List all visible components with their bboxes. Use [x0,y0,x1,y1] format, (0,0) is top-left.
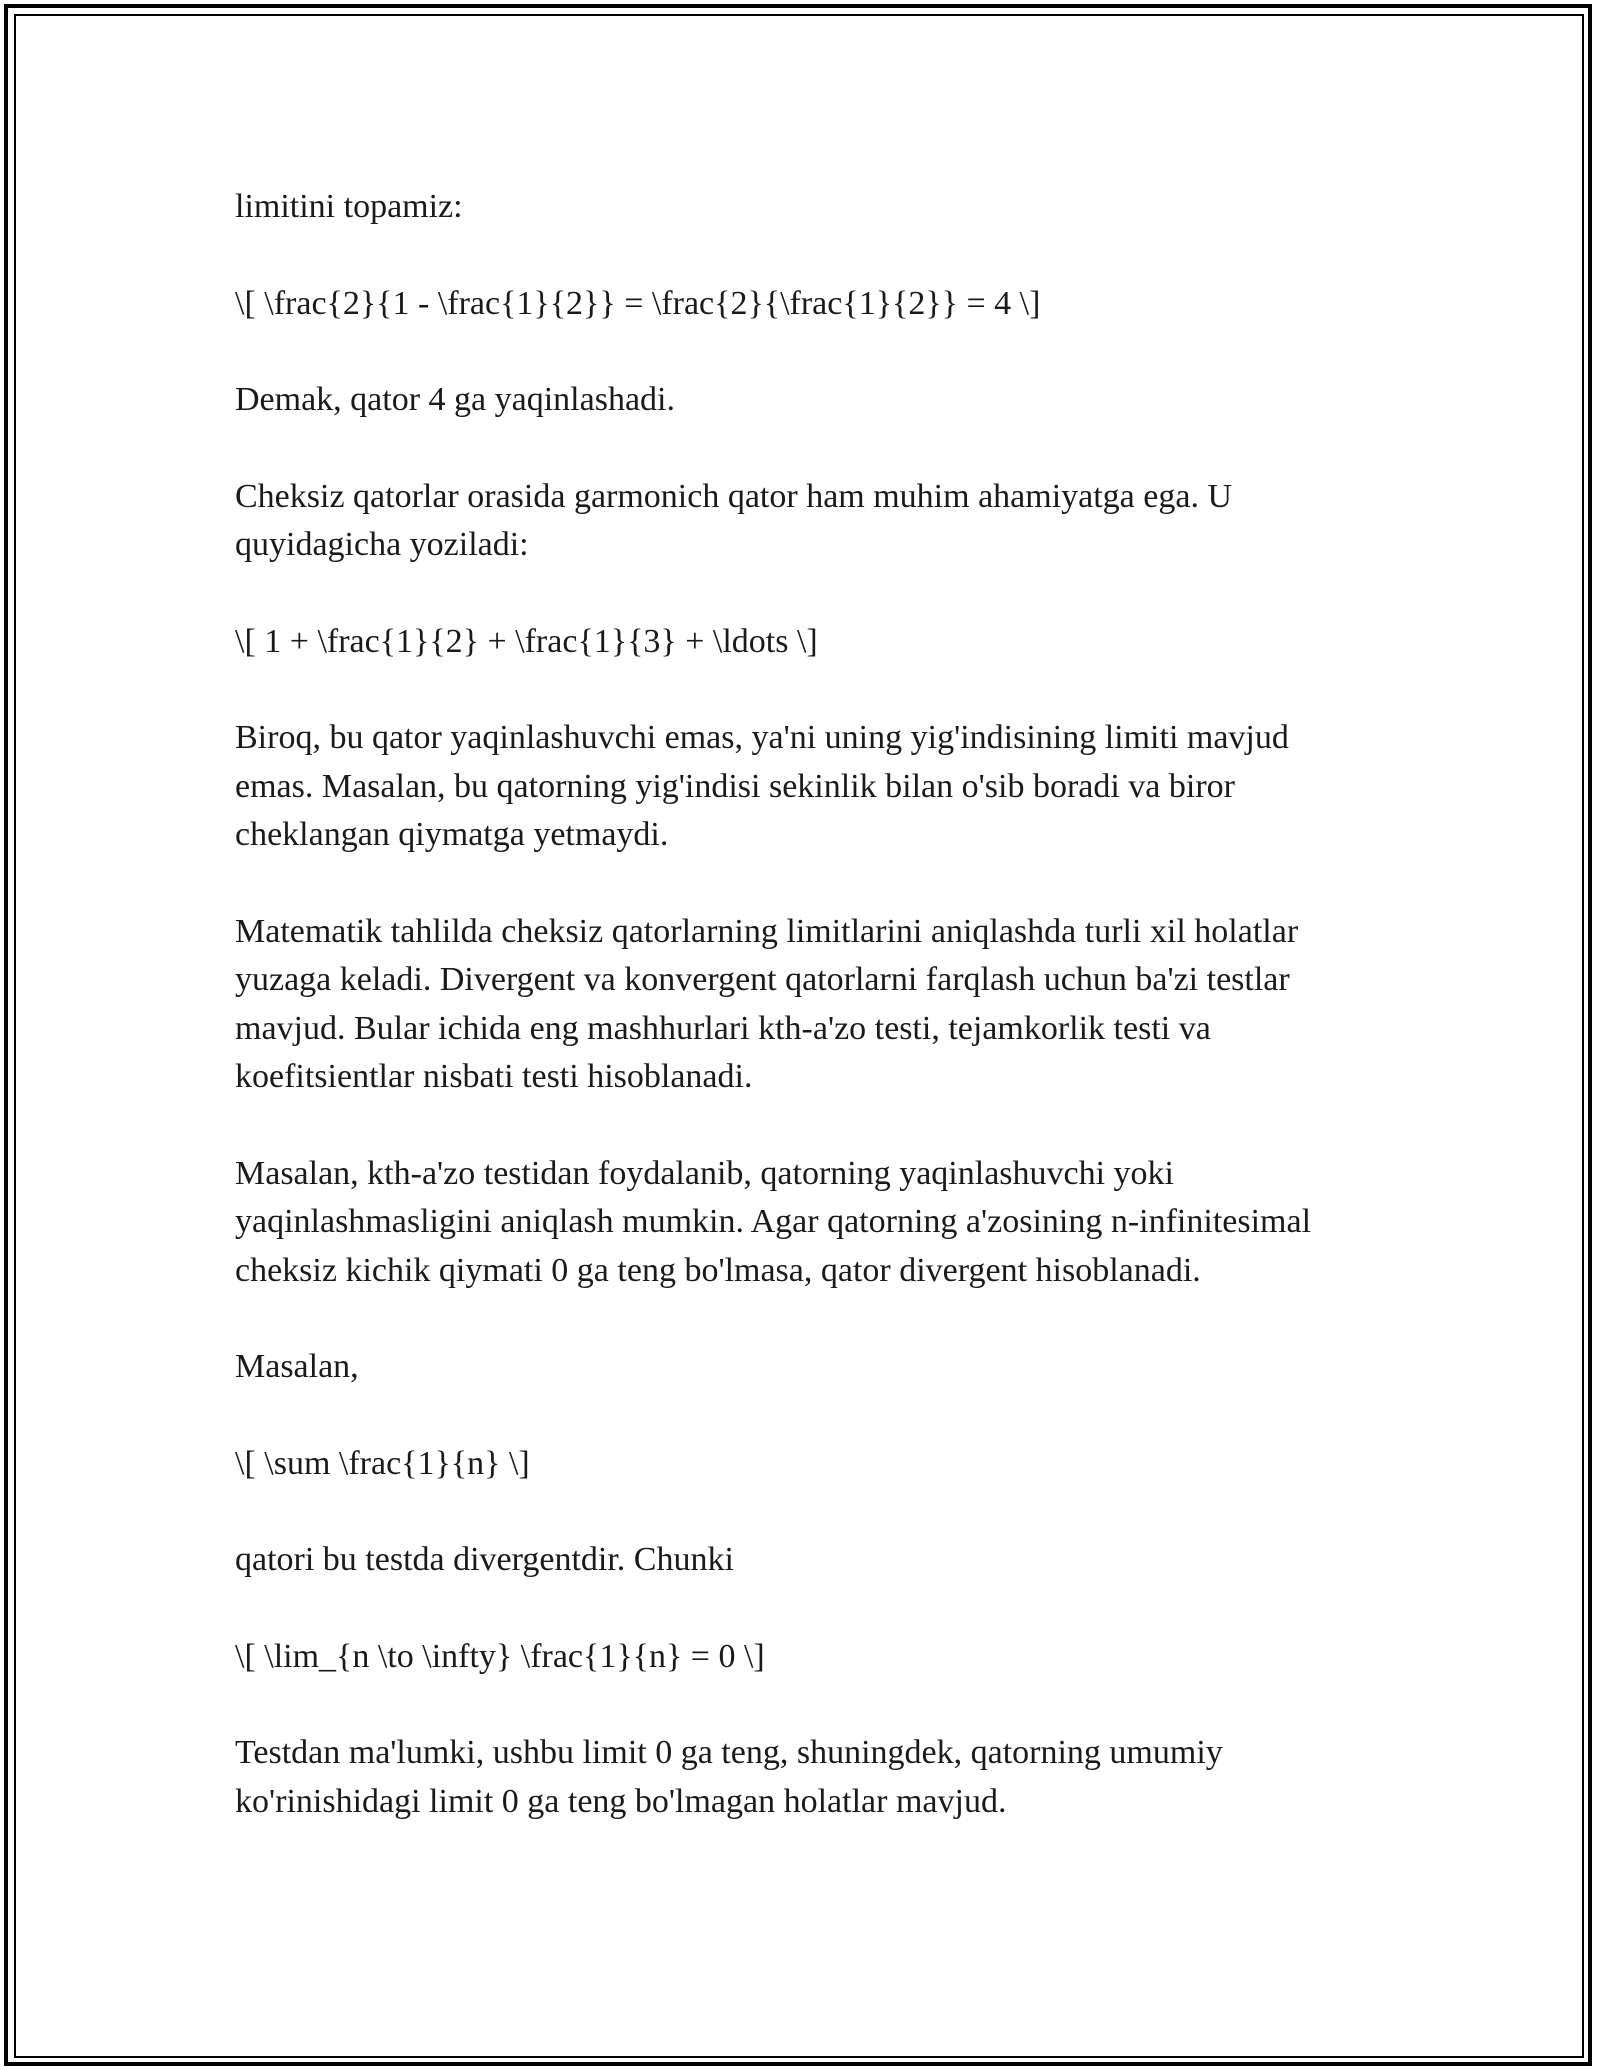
paragraph: Testdan ma'lumki, ushbu limit 0 ga teng, shuningdek, qatorning umumiy ko'rinishidagi limit 0 ga teng bo'lmagan holatlar mavjud. [235,1734,1232,1820]
paragraph: limitini topamiz: [235,188,463,225]
paragraph: Demak, qator 4 ga yaqinlashadi. [235,381,675,418]
paragraph: Biroq, bu qator yaqinlashuvchi emas, ya'ni uning yig'indisining limiti mavjud emas. Masalan, bu qatorning yig'indisi sekinlik bilan o'sib boradi va biror cheklangan qiymatga yetmaydi. [235,719,1298,853]
document-body [235,183,1365,1874]
paragraph: Cheksiz qatorlar orasida garmonich qator ham muhim ahamiyatga ega. U quyidagicha yoziladi: [235,477,1241,563]
formula: \[ 1 + \frac{1}{2} + \frac{1}{3} + \ldots \] [235,622,818,660]
paragraph: Matematik tahlilda cheksiz qatorlarning limitlarini aniqlashda turli xil holatlar yuzaga keladi. Divergent va konvergent qatorlarni farqlash uchun ba'zi testlar mavjud. Bular ichida eng mashhurlari kth-a'zo testi, tejamkorlik testi va koefitsientlar nisbati testi hisoblanadi. [235,912,1307,1095]
paragraph: qatori bu testda divergentdir. Chunki [235,1541,734,1578]
formula: \[ \lim_{n \to \infty} \frac{1}{n} = 0 \] [235,1637,765,1675]
formula: \[ \frac{2}{1 - \frac{1}{2}} = \frac{2}{\frac{1}{2}} = 4 \] [235,284,1041,322]
paragraph: Masalan, kth-a'zo testidan foydalanib, qatorning yaqinlashuvchi yoki yaqinlashmasligini aniqlash mumkin. Agar qatorning a'zosining n-infinitesimal cheksiz kichik qiymati 0 ga teng bo'lmasa, qator divergent hisoblanadi. [235,1154,1320,1289]
paragraph: Masalan, [235,1348,359,1385]
formula: \[ \sum \frac{1}{n} \] [235,1444,530,1482]
